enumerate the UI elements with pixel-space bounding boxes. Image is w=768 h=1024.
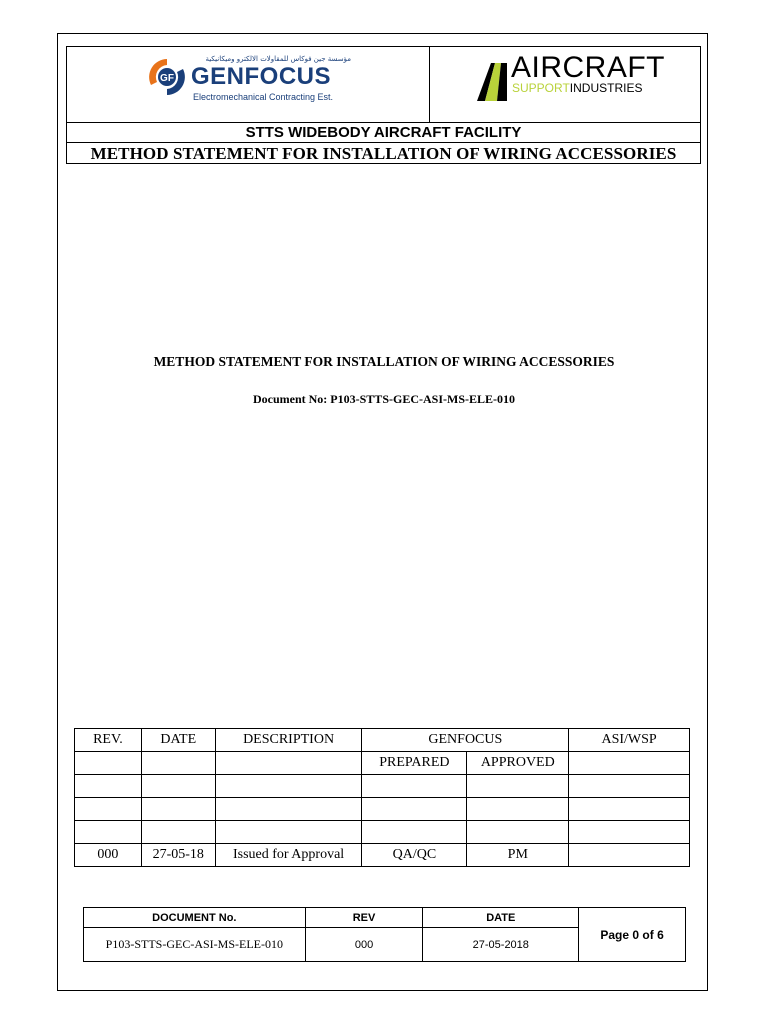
genfocus-tagline: Electromechanical Contracting Est.	[193, 92, 334, 102]
logo-row	[67, 47, 700, 122]
table-row	[75, 752, 690, 775]
rev-header: REV.	[75, 729, 142, 752]
table-row	[75, 798, 690, 821]
aircraft-subtitle	[512, 82, 642, 94]
footer-date-value: 27-05-2018	[423, 928, 579, 962]
footer-rev-value: 000	[305, 928, 423, 962]
prepared-cell: QA/QC	[362, 844, 467, 867]
description-cell	[215, 752, 362, 775]
prepared-cell	[362, 775, 467, 798]
description-cell	[215, 798, 362, 821]
footer-docno-header: DOCUMENT No.	[84, 908, 306, 928]
genfocus-name: GENFOCUS	[191, 63, 332, 90]
asi-cell	[569, 821, 690, 844]
footer-date-header: DATE	[423, 908, 579, 928]
approved-cell	[467, 821, 569, 844]
asi-cell	[569, 775, 690, 798]
asi-cell	[569, 752, 690, 775]
table-row	[75, 821, 690, 844]
page-current: 0	[632, 927, 640, 942]
date-cell	[141, 821, 215, 844]
aircraft-sub-industries: INDUSTRIES	[569, 81, 643, 95]
rev-cell	[75, 752, 142, 775]
page-prefix: Page	[600, 927, 633, 942]
genfocus-logo-cell	[67, 47, 430, 122]
statement-title: METHOD STATEMENT FOR INSTALLATION OF WIRING ACCESSORIES	[67, 142, 700, 164]
date-cell	[141, 798, 215, 821]
aircraft-sub-support: SUPPORT	[512, 81, 570, 95]
approved-cell	[467, 775, 569, 798]
header-box	[66, 46, 701, 164]
approved-cell: PM	[467, 844, 569, 867]
document-number: Document No: P103-STTS-GEC-ASI-MS-ELE-010	[252, 392, 515, 406]
description-header: DESCRIPTION	[215, 729, 362, 752]
revision-header-row	[75, 729, 690, 752]
footer-header-row	[84, 908, 686, 928]
footer-table	[83, 907, 686, 962]
date-header: DATE	[141, 729, 215, 752]
genfocus-header: GENFOCUS	[362, 729, 569, 752]
facility-title: STTS WIDEBODY AIRCRAFT FACILITY	[67, 122, 700, 143]
date-cell	[141, 775, 215, 798]
footer-rev-header: REV	[305, 908, 423, 928]
prepared-header: PREPARED	[362, 752, 467, 775]
page-total: 6	[657, 927, 664, 942]
table-row	[75, 775, 690, 798]
description-cell: Issued for Approval	[215, 844, 362, 867]
page-middle: of	[639, 927, 658, 942]
description-cell	[215, 775, 362, 798]
asi-cell	[569, 798, 690, 821]
document-main-title: METHOD STATEMENT FOR INSTALLATION OF WIRING ACCESSORIES	[153, 354, 615, 369]
prepared-cell	[362, 798, 467, 821]
rev-cell	[75, 775, 142, 798]
footer-docno-value: P103-STTS-GEC-ASI-MS-ELE-010	[84, 928, 306, 962]
asi-header: ASI/WSP	[569, 729, 690, 752]
genfocus-logo-icon	[147, 57, 187, 97]
svg-text:GF: GF	[160, 73, 174, 84]
rev-cell: 000	[75, 844, 142, 867]
prepared-cell	[362, 821, 467, 844]
aircraft-logo-cell	[429, 47, 700, 122]
revision-table	[74, 728, 690, 867]
date-cell	[141, 752, 215, 775]
approved-header: APPROVED	[467, 752, 569, 775]
approved-cell	[467, 798, 569, 821]
genfocus-arabic-name: مؤسسة جين فوكاس للمقاولات الالكترو وميكانيكية	[205, 55, 351, 63]
asi-cell	[569, 844, 690, 867]
page-number	[579, 908, 686, 962]
aircraft-name: AIRCRAFT	[511, 51, 665, 84]
date-cell: 27-05-18	[141, 844, 215, 867]
rev-cell	[75, 798, 142, 821]
rev-cell	[75, 821, 142, 844]
description-cell	[215, 821, 362, 844]
table-row	[75, 844, 690, 867]
